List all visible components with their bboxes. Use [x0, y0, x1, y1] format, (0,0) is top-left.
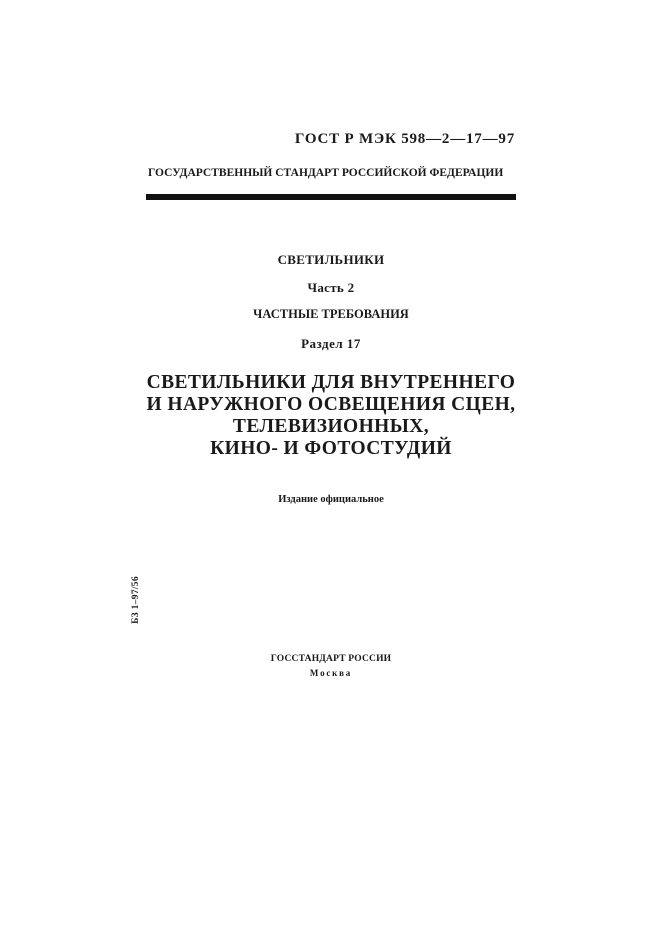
publisher: ГОССТАНДАРТ РОССИИ	[270, 654, 392, 664]
title-line: СВЕТИЛЬНИКИ ДЛЯ ВНУТРЕННЕГО	[146, 372, 516, 393]
publication-city: Москва	[309, 668, 353, 678]
section-label: Раздел 17	[301, 336, 361, 351]
side-code: БЗ 1–97/56	[131, 576, 141, 624]
document-subject: СВЕТИЛЬНИКИ	[277, 252, 385, 267]
document-title	[146, 372, 516, 460]
heading-divider	[146, 194, 516, 200]
requirements-label: ЧАСТНЫЕ ТРЕБОВАНИЯ	[253, 307, 409, 321]
title-line: КИНО- И ФОТОСТУДИЙ	[210, 438, 452, 459]
standard-number: ГОСТ Р МЭК 598—2—17—97	[294, 131, 515, 147]
title-line: И НАРУЖНОГО ОСВЕЩЕНИЯ СЦЕН,	[146, 394, 516, 415]
title-line: ТЕЛЕВИЗИОННЫХ,	[232, 416, 430, 437]
edition-note: Издание официальное	[278, 494, 384, 505]
part-label: Часть 2	[307, 280, 355, 295]
state-standard-heading: ГОСУДАРСТВЕННЫЙ СТАНДАРТ РОССИЙСКОЙ ФЕДЕРАЦИИ	[148, 167, 504, 179]
